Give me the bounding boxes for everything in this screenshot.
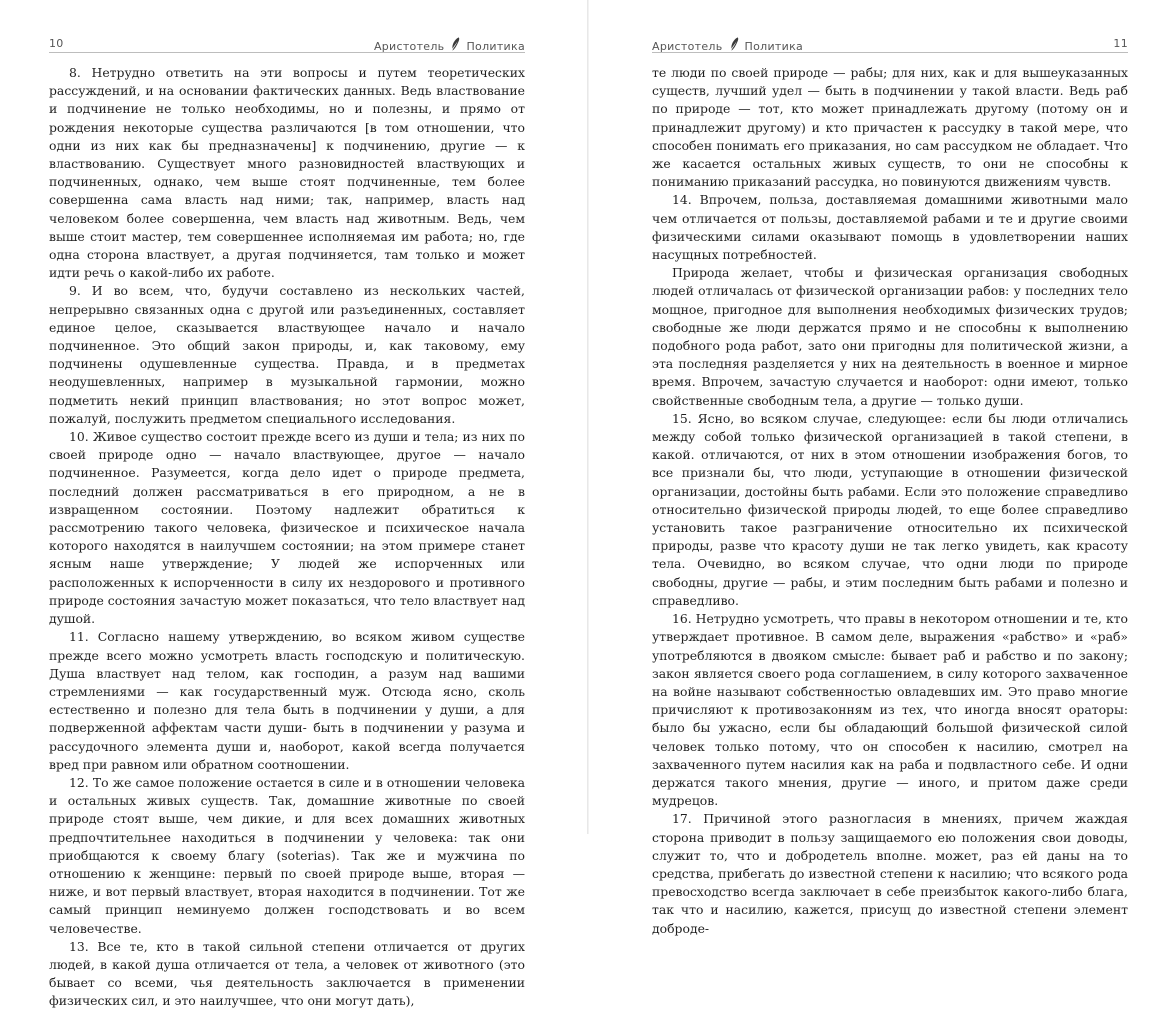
right-page (652, 0, 1128, 936)
paragraph: 9. И во всем, что, будучи составлено из нескольких частей, непрерывно связанных одна с другой или разъединенных, составляет единое целое, сказывается властвующее начало и начало подчиненное. Это общий закон природы, и, как таковому, ему подчинены одушевленные существа. Правда, и в предметах неодушевленных, например в музыкальной гармонии, можно подметить некий принцип властвования; но этот вопрос может, пожалуй, послужить предметом специального исследования. (49, 283, 525, 426)
right-running-head (652, 35, 1128, 53)
paragraph: 16. Нетрудно усмотреть, что правы в некотором отношении и те, кто утверждает противное. В самом деле, выражения «рабство» и «раб» употребляются в двояком смысле: бывает раб и рабство и по закону; закон является своего рода соглашением, в силу которого захваченное на войне называют собственностью овладевших им. Это право многие причисляют к противозаконням из тех, что иногда вносят ораторы: было бы ужасно, если бы обладающий большой физической силой человек только потому, что он способен к насилию, смотрел на захваченного путем насилия как на раба и подвластного себе. И одни держатся такого мнения, другие — иного, и притом даже среди мудрецов. (652, 611, 1128, 809)
paragraph: 13. Все те, кто в такой сильной степени отличается от других людей, в какой душа отличается от тела, а человек от животного (это бывает со всеми, чья деятельность заключается в применении физических сил, и это наилучшее, что они могут дать), (49, 938, 525, 1009)
left-running-author: Аристотель (373, 40, 445, 53)
book-gutter (587, 0, 589, 834)
paragraph: 17. Причиной этого разногласия в мнениях, причем жаждая сторона приводит в пользу защищаемого ею положения свои доводы, служит то, что и добродетель вполне. может, раз ей даны на то средства, прибегать до известной степени к насилию; что всякого рода превосходство всегда заключает в себе преизбыток какого-либо блага, так что и насилию, кажется, присущ до известной степени элемент доброде- (652, 811, 1128, 936)
left-page-number: 10 (49, 37, 64, 50)
left-body-text (49, 64, 525, 1011)
left-page (49, 0, 525, 1009)
right-running-work: Политика (744, 40, 804, 53)
paragraph: 10. Живое существо состоит прежде всего из души и тела; из них по своей природе одно — начало властвующее, другое — начало подчиненное. Разумеется, когда дело идет о природе предмета, последний должен рассматриваться в его природном, а не в извращенном состоянии. Поэтому надлежит обратиться к рассмотрению такого человека, физическое и психическое начала которого находятся в наилучшем состоянии; на этом примере станет ясным наше утверждение; У людей же испорченных или расположенных к испорченности в силу их нездорового и противного природе состояния зачастую может показаться, что тело властвует над душой. (49, 429, 525, 627)
left-running-head (49, 35, 525, 53)
right-running-title (652, 37, 803, 53)
paragraph: те люди по своей природе — рабы; для них, как и для вышеуказанных существ, лучший удел — быть в подчинении у такой власти. Ведь раб по природе — тот, кто может принадлежать другому (потому он и принадлежит другому) и кто причастен к рассудку в такой мере, что способен понимать его приказания, но сам рассудком не обладает. Что же касается остальных живых существ, то они не способны к пониманию приказаний рассудка, но повинуются движениям чувств. (652, 65, 1128, 190)
paragraph: 11. Согласно нашему утверждению, во всяком живом существе прежде всего можно усмотреть власть господскую и политическую. Душа властвует над телом, как господин, а разум над вашими стремлениями — как государственный муж. Отсюда ясно, сколь естественно и полезно для тела быть в подчинении у души, а для подверженной аффектам части души- быть в подчинении у разума и рассудочного элемента души и, наоборот, какой всегда получается вред при равном или обратном соотношении. (49, 629, 525, 772)
left-running-work: Политика (466, 40, 525, 53)
left-running-title (374, 37, 525, 53)
right-page-number: 11 (1113, 37, 1128, 50)
left-header-rule (49, 52, 525, 53)
right-running-author: Аристотель (652, 40, 723, 53)
paragraph: Природа желает, чтобы и физическая организация свободных людей отличалась от физической организации рабов: у последних тело мощное, пригодное для выполнения необходимых физических трудов; свободные же люди держатся прямо и не способны к выполнению подобного рода работ, зато они пригодны для политической жизни, а эта последняя разделяется у них на деятельность в военное и мирное время. Впрочем, зачастую случается и наоборот: одни имеют, только свойственные свободным тела, а другие — только души. (652, 265, 1128, 408)
paragraph: 12. То же самое положение остается в силе и в отношении человека и остальных живых существ. Так, домашние животные по своей природе стоят выше, чем дикие, и для всех домашних животных предпочтительнее находиться в подчинении у человека: так они приобщаются к своему благу (soterias). Так же и мужчина по отношению к женщине: первый по своей природе выше, вторая — ниже, и вот первый властвует, вторая находится в подчинении. Тот же самый принцип неминуемо должен господствовать и во всем человечестве. (49, 774, 525, 936)
paragraph: 8. Нетрудно ответить на эти вопросы и путем теоретических рассуждений, и на основании фактических данных. Ведь властвование и подчинение не только необходимы, но и полезны, и прямо от рождения некоторые существа различаются [в том отношении, что одни из них как бы предназначены] к подчинению, другие — к властвованию. Существует много разновидностей властвующих и подчиненных, однако, чем выше стоят подчиненные, тем более совершенна сама власть над ними; так, например, власть над человеком более совершенна, чем власть над животным. Ведь, чем выше стоит мастер, тем совершеннее исполняемая им работа; но, где одна сторона властвует, а другая подчиняется, там только и может идти речь о какой-либо их работе. (49, 65, 525, 281)
paragraph: 15. Ясно, во всяком случае, следующее: если бы люди отличались между собой только физической организацией в такой степени, в какой. отличаются, от них в этом отношении изображения богов, то все признали бы, что люди, уступающие в отношении физической организации, достойны быть рабами. Если это положение справедливо относительно физической природы людей, то еще более справедливо установить такое разграничение относительно их психической природы, разве что красоту души не так легко увидеть, как красоту тела. Очевидно, во всяком случае, что одни люди по природе свободны, другие — рабы, и этим последним быть рабами и полезно и справедливо. (652, 410, 1128, 608)
quill-icon (450, 37, 460, 51)
quill-icon (729, 37, 739, 51)
right-body-text (652, 64, 1128, 938)
paragraph: 14. Впрочем, польза, доставляемая домашними животными мало чем отличается от пользы, доставляемой рабами и те и другие своими физическими силами оказывают помощь в удовлетворении наших насущных потребностей. (652, 192, 1128, 263)
right-header-rule (652, 52, 1128, 53)
